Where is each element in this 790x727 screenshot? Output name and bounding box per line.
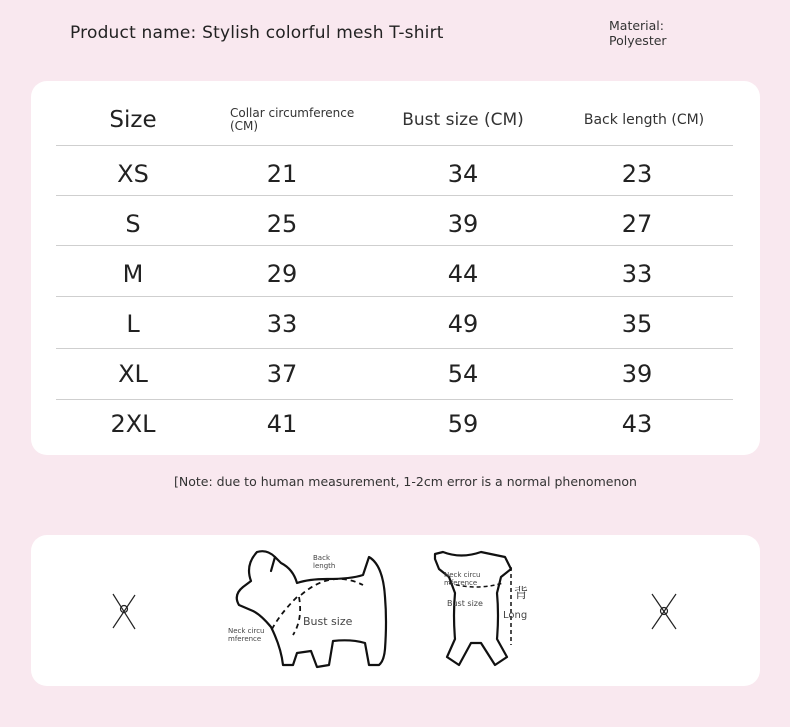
- column-header-back: Back length (CM): [583, 112, 705, 128]
- product-name: Product name: Stylish colorful mesh T-shirt: [70, 23, 444, 43]
- table-row: [56, 149, 733, 199]
- dog-bust-label: Bust size: [303, 615, 353, 628]
- dog-neck-label-1: Neck circu: [228, 627, 265, 635]
- size-table: [31, 81, 760, 455]
- cell-back: 23: [621, 160, 653, 188]
- cell-collar: 25: [266, 210, 298, 238]
- cell-bust: 44: [447, 260, 479, 288]
- table-row: [56, 399, 733, 449]
- cell-collar: 41: [266, 410, 298, 438]
- cell-collar: 29: [266, 260, 298, 288]
- divider: [56, 145, 733, 146]
- cell-collar: 33: [266, 310, 298, 338]
- column-header-collar: Collar circumference (CM): [230, 106, 355, 133]
- divider: [56, 296, 733, 297]
- column-header-bust: Bust size (CM): [402, 110, 524, 130]
- divider: [56, 245, 733, 246]
- material-label: Material:: [609, 18, 664, 33]
- table-row: [56, 299, 733, 349]
- cell-collar: 21: [266, 160, 298, 188]
- cell-size: XL: [118, 360, 148, 388]
- shirt-neck-label-2: mference: [444, 579, 478, 587]
- measurement-diagram: [31, 535, 760, 686]
- cell-size: M: [122, 260, 144, 288]
- tshirt-outline: [435, 552, 511, 665]
- cell-bust: 39: [447, 210, 479, 238]
- material-info: [609, 18, 667, 48]
- measurement-note: [Note: due to human measurement, 1-2cm error is a normal phenomenon: [174, 474, 637, 489]
- scissors-icon: [652, 594, 676, 629]
- cell-back: 43: [621, 410, 653, 438]
- cell-size: L: [126, 310, 140, 338]
- diagram-svg: [31, 535, 760, 686]
- cell-bust: 49: [447, 310, 479, 338]
- scissors-icon: [113, 594, 135, 629]
- shirt-back-cn-label: 背: [514, 586, 528, 602]
- cell-back: 35: [621, 310, 653, 338]
- cell-size: S: [125, 210, 141, 238]
- cell-size: XS: [117, 160, 149, 188]
- table-header-row: [56, 95, 733, 145]
- cell-collar: 37: [266, 360, 298, 388]
- cell-back: 27: [621, 210, 653, 238]
- cell-back: 39: [621, 360, 653, 388]
- cell-bust: 34: [447, 160, 479, 188]
- dog-back-length-label-1: Back: [313, 554, 330, 562]
- shirt-bust-label: Bust size: [447, 599, 483, 608]
- dog-back-length-label-2: length: [313, 562, 336, 570]
- divider: [56, 195, 733, 196]
- column-header-size: Size: [109, 107, 157, 133]
- material-value: Polyester: [609, 33, 667, 48]
- cell-bust: 54: [447, 360, 479, 388]
- dog-outline: [237, 551, 386, 667]
- cell-bust: 59: [447, 410, 479, 438]
- table-row: [56, 349, 733, 399]
- dog-neck-label-2: mference: [228, 635, 262, 643]
- shirt-long-label: Long: [503, 610, 528, 621]
- table-row: [56, 199, 733, 249]
- cell-back: 33: [621, 260, 653, 288]
- shirt-neck-label-1: Neck circu: [444, 571, 481, 579]
- table-row: [56, 249, 733, 299]
- cell-size: 2XL: [110, 410, 156, 438]
